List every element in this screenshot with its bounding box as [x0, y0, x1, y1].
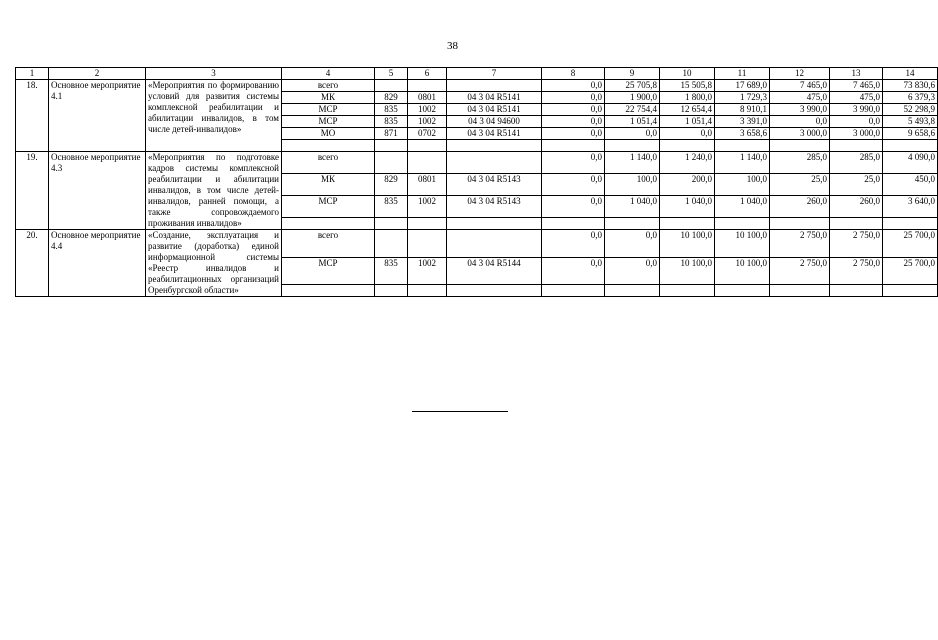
value-cell: 0,0 [542, 257, 605, 285]
empty-cell [447, 218, 542, 230]
value-cell: 0,0 [770, 116, 830, 128]
exec-cell: МСР [282, 104, 375, 116]
empty-cell [830, 218, 883, 230]
header-cell: 4 [282, 68, 375, 80]
value-cell: 0,0 [542, 80, 605, 92]
empty-cell [660, 218, 715, 230]
value-cell: 0,0 [542, 196, 605, 218]
value-cell: 0,0 [542, 128, 605, 140]
empty-cell [282, 218, 375, 230]
header-cell: 14 [883, 68, 938, 80]
empty-cell [408, 140, 447, 152]
value-cell: 3 000,0 [770, 128, 830, 140]
value-cell: 0,0 [605, 230, 660, 258]
value-cell: 3 391,0 [715, 116, 770, 128]
header-cell: 10 [660, 68, 715, 80]
value-cell: 2 750,0 [830, 257, 883, 285]
value-cell: 200,0 [660, 174, 715, 196]
empty-cell [715, 218, 770, 230]
header-cell: 7 [447, 68, 542, 80]
value-cell: 0,0 [542, 92, 605, 104]
exec-cell: МСР [282, 257, 375, 285]
empty-cell [447, 140, 542, 152]
value-cell: 1 040,0 [605, 196, 660, 218]
code-cell: 04 3 04 R5143 [447, 174, 542, 196]
value-cell: 25 705,8 [605, 80, 660, 92]
empty-cell [830, 140, 883, 152]
empty-cell [447, 285, 542, 297]
header-cell: 2 [49, 68, 146, 80]
exec-cell: всего [282, 230, 375, 258]
empty-cell [605, 285, 660, 297]
value-cell: 1 729,3 [715, 92, 770, 104]
value-cell: 0,0 [830, 116, 883, 128]
value-cell: 25,0 [830, 174, 883, 196]
exec-cell: МСР [282, 116, 375, 128]
empty-cell [408, 218, 447, 230]
value-cell: 0,0 [542, 116, 605, 128]
code-cell [375, 152, 408, 174]
empty-cell [883, 218, 938, 230]
value-cell: 1 051,4 [660, 116, 715, 128]
value-cell: 1 140,0 [605, 152, 660, 174]
empty-cell [605, 218, 660, 230]
code-cell: 0801 [408, 174, 447, 196]
code-cell: 1002 [408, 196, 447, 218]
value-cell: 15 505,8 [660, 80, 715, 92]
value-cell: 3 640,0 [883, 196, 938, 218]
empty-cell [715, 285, 770, 297]
value-cell: 1 240,0 [660, 152, 715, 174]
empty-cell [883, 140, 938, 152]
item-number: 18. [16, 80, 49, 152]
value-cell: 7 465,0 [830, 80, 883, 92]
value-cell: 2 750,0 [770, 257, 830, 285]
empty-cell [282, 285, 375, 297]
code-cell: 04 3 04 R5141 [447, 128, 542, 140]
table-row [16, 230, 938, 258]
value-cell: 0,0 [660, 128, 715, 140]
value-cell: 52 298,9 [883, 104, 938, 116]
value-cell: 475,0 [830, 92, 883, 104]
item-number: 19. [16, 152, 49, 230]
page-number: 38 [447, 40, 458, 52]
code-cell [408, 152, 447, 174]
value-cell: 25 700,0 [883, 230, 938, 258]
exec-cell: МСР [282, 196, 375, 218]
value-cell: 5 493,8 [883, 116, 938, 128]
value-cell: 12 654,4 [660, 104, 715, 116]
value-cell: 475,0 [770, 92, 830, 104]
value-cell: 10 100,0 [660, 230, 715, 258]
code-cell: 04 3 04 R5143 [447, 196, 542, 218]
item-name: Основное мероприятие 4.3 [49, 152, 146, 230]
header-cell: 3 [146, 68, 282, 80]
empty-cell [660, 140, 715, 152]
code-cell: 04 3 04 R5141 [447, 104, 542, 116]
code-cell [375, 80, 408, 92]
value-cell: 0,0 [605, 128, 660, 140]
header-cell: 5 [375, 68, 408, 80]
code-cell: 1002 [408, 104, 447, 116]
code-cell: 835 [375, 196, 408, 218]
header-cell: 13 [830, 68, 883, 80]
code-cell: 835 [375, 104, 408, 116]
exec-cell: МО [282, 128, 375, 140]
code-cell: 835 [375, 116, 408, 128]
table-row [16, 80, 938, 92]
value-cell: 25,0 [770, 174, 830, 196]
value-cell: 25 700,0 [883, 257, 938, 285]
item-title: «Создание, эксплуатация и развитие (доработка) единой информационной системы «Реестр инвалидов и реабилитационных организаций Оренбургской области» [146, 230, 282, 297]
value-cell: 3 990,0 [830, 104, 883, 116]
empty-cell [282, 140, 375, 152]
value-cell: 10 100,0 [715, 257, 770, 285]
exec-cell: МК [282, 174, 375, 196]
item-title: «Мероприятия по подготовке кадров системы комплексной реабилитации и абилитации инвалидов, в том числе детей-инвалидов, ранней помощи, а также сопровождаемого проживания инвалидов» [146, 152, 282, 230]
empty-cell [660, 285, 715, 297]
value-cell: 260,0 [770, 196, 830, 218]
code-cell [447, 230, 542, 258]
empty-cell [770, 218, 830, 230]
code-cell: 835 [375, 257, 408, 285]
code-cell [408, 230, 447, 258]
code-cell: 829 [375, 174, 408, 196]
value-cell: 1 140,0 [715, 152, 770, 174]
code-cell: 829 [375, 92, 408, 104]
value-cell: 1 800,0 [660, 92, 715, 104]
empty-cell [375, 140, 408, 152]
value-cell: 3 000,0 [830, 128, 883, 140]
header-cell: 9 [605, 68, 660, 80]
header-cell: 8 [542, 68, 605, 80]
value-cell: 1 040,0 [660, 196, 715, 218]
empty-cell [375, 285, 408, 297]
code-cell: 0702 [408, 128, 447, 140]
empty-cell [408, 285, 447, 297]
budget-table [15, 67, 938, 297]
code-cell: 1002 [408, 116, 447, 128]
item-name: Основное мероприятие 4.4 [49, 230, 146, 297]
code-cell: 04 3 04 94600 [447, 116, 542, 128]
code-cell [408, 80, 447, 92]
value-cell: 0,0 [542, 104, 605, 116]
value-cell: 4 090,0 [883, 152, 938, 174]
value-cell: 73 830,6 [883, 80, 938, 92]
value-cell: 10 100,0 [715, 230, 770, 258]
value-cell: 3 658,6 [715, 128, 770, 140]
value-cell: 450,0 [883, 174, 938, 196]
header-cell: 6 [408, 68, 447, 80]
empty-cell [715, 140, 770, 152]
header-row [16, 68, 938, 80]
value-cell: 1 040,0 [715, 196, 770, 218]
value-cell: 285,0 [770, 152, 830, 174]
value-cell: 7 465,0 [770, 80, 830, 92]
empty-cell [542, 285, 605, 297]
value-cell: 3 990,0 [770, 104, 830, 116]
value-cell: 8 910,1 [715, 104, 770, 116]
header-cell: 1 [16, 68, 49, 80]
value-cell: 100,0 [715, 174, 770, 196]
code-cell: 1002 [408, 257, 447, 285]
exec-cell: всего [282, 152, 375, 174]
empty-cell [830, 285, 883, 297]
item-title: «Мероприятия по формированию условий для развития системы комплексной реабилитации и абилитации инвалидов, в том числе детей-инвалидов» [146, 80, 282, 152]
value-cell: 2 750,0 [830, 230, 883, 258]
value-cell: 260,0 [830, 196, 883, 218]
empty-cell [770, 285, 830, 297]
table-row [16, 152, 938, 174]
value-cell: 10 100,0 [660, 257, 715, 285]
empty-cell [375, 218, 408, 230]
exec-cell: МК [282, 92, 375, 104]
empty-cell [542, 140, 605, 152]
value-cell: 100,0 [605, 174, 660, 196]
item-number: 20. [16, 230, 49, 297]
value-cell: 0,0 [542, 230, 605, 258]
code-cell: 04 3 04 R5144 [447, 257, 542, 285]
value-cell: 2 750,0 [770, 230, 830, 258]
empty-cell [605, 140, 660, 152]
value-cell: 6 379,3 [883, 92, 938, 104]
value-cell: 0,0 [542, 174, 605, 196]
item-name: Основное мероприятие 4.1 [49, 80, 146, 152]
value-cell: 0,0 [605, 257, 660, 285]
code-cell [447, 152, 542, 174]
empty-cell [770, 140, 830, 152]
value-cell: 1 051,4 [605, 116, 660, 128]
header-cell: 11 [715, 68, 770, 80]
code-cell: 871 [375, 128, 408, 140]
empty-cell [883, 285, 938, 297]
value-cell: 9 658,6 [883, 128, 938, 140]
value-cell: 0,0 [542, 152, 605, 174]
value-cell: 285,0 [830, 152, 883, 174]
value-cell: 22 754,4 [605, 104, 660, 116]
separator-line [412, 411, 508, 412]
code-cell: 0801 [408, 92, 447, 104]
code-cell [375, 230, 408, 258]
code-cell: 04 3 04 R5141 [447, 92, 542, 104]
value-cell: 1 900,0 [605, 92, 660, 104]
header-cell: 12 [770, 68, 830, 80]
empty-cell [542, 218, 605, 230]
exec-cell: всего [282, 80, 375, 92]
value-cell: 17 689,0 [715, 80, 770, 92]
table-body [16, 80, 938, 297]
code-cell [447, 80, 542, 92]
